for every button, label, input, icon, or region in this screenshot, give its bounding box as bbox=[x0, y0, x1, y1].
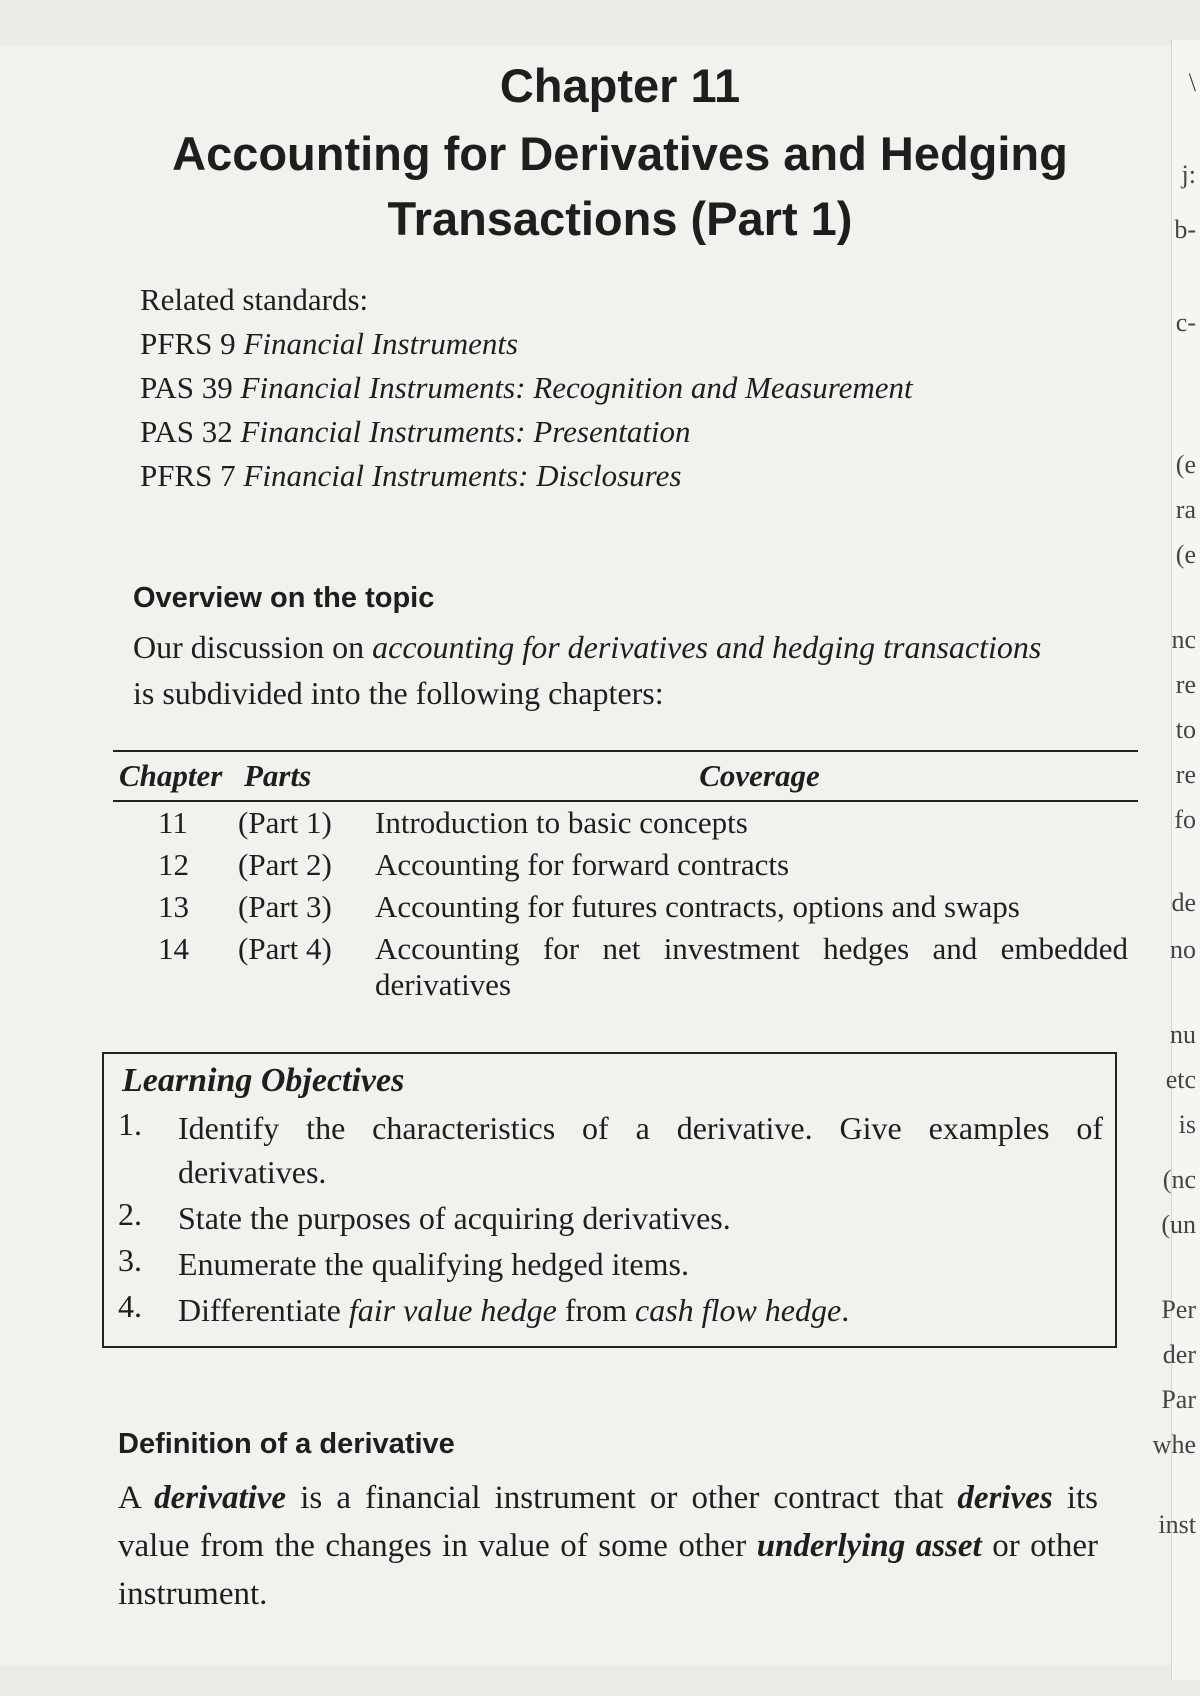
table-row bbox=[113, 886, 1138, 928]
related-standard-item: PAS 39 Financial Instruments: Recognition and Measurement bbox=[140, 370, 913, 405]
cell-coverage: Accounting for futures contracts, options and swaps bbox=[375, 889, 1020, 924]
table-row bbox=[113, 801, 1138, 844]
header-coverage: Coverage bbox=[375, 751, 1138, 801]
fragment: re bbox=[1175, 760, 1196, 789]
fragment: (e bbox=[1175, 450, 1196, 479]
header-chapter: Chapter bbox=[113, 751, 238, 801]
definition-paragraph: A derivative is a financial instrument or other contract that derives its value from the changes in value of some other underlying asset or other instrument. bbox=[118, 1480, 1098, 1612]
fragment: Par bbox=[1161, 1385, 1196, 1414]
definition-heading: Definition of a derivative bbox=[118, 1428, 455, 1460]
fragment: der bbox=[1162, 1340, 1196, 1369]
cell-part: (Part 2) bbox=[238, 847, 332, 882]
fragment: whe bbox=[1152, 1430, 1196, 1459]
learning-objectives-box bbox=[102, 1052, 1117, 1348]
cell-chapter: 12 bbox=[158, 847, 189, 882]
list-item: 3. Enumerate the qualifying hedged items. bbox=[118, 1242, 689, 1282]
adjacent-page-edge bbox=[1152, 40, 1200, 1680]
learning-objectives-list bbox=[104, 1106, 1115, 1332]
related-standard-item: PFRS 7 Financial Instruments: Disclosures bbox=[140, 458, 682, 493]
overview-heading: Overview on the topic bbox=[133, 582, 435, 614]
fragment: fo bbox=[1174, 805, 1196, 834]
list-item: 2. State the purposes of acquiring derivatives. bbox=[118, 1196, 731, 1236]
header-parts: Parts bbox=[238, 751, 375, 801]
cell-coverage: Accounting for forward contracts bbox=[375, 847, 790, 882]
cell-chapter: 13 bbox=[158, 889, 189, 924]
fragment: j: bbox=[1181, 160, 1196, 189]
cell-coverage: Accounting for net investment hedges and embedded derivatives bbox=[375, 931, 1128, 1002]
learning-objectives-title: Learning Objectives bbox=[122, 1062, 405, 1099]
table-row bbox=[113, 928, 1138, 1006]
cell-chapter: 14 bbox=[158, 931, 189, 966]
fragment: (nc bbox=[1162, 1165, 1196, 1194]
fragment: re bbox=[1175, 670, 1196, 699]
fragment: b- bbox=[1174, 215, 1196, 244]
cell-part: (Part 3) bbox=[238, 889, 332, 924]
fragment: \ bbox=[1188, 68, 1196, 97]
fragment: c- bbox=[1175, 308, 1196, 337]
related-standard-item: PAS 32 Financial Instruments: Presentation bbox=[140, 414, 691, 449]
related-standard-item: PFRS 9 Financial Instruments bbox=[140, 326, 519, 361]
fragment: no bbox=[1170, 935, 1196, 964]
fragment: Per bbox=[1161, 1295, 1196, 1324]
fragment: (un bbox=[1161, 1210, 1196, 1239]
fragment: nu bbox=[1170, 1020, 1196, 1049]
list-item: 4. Differentiate fair value hedge from cash flow hedge. bbox=[118, 1288, 850, 1328]
table-row bbox=[113, 844, 1138, 886]
fragment: ra bbox=[1175, 495, 1196, 524]
chapter-coverage-table bbox=[113, 750, 1138, 1006]
chapter-label: Chapter 11 bbox=[499, 59, 741, 112]
cell-chapter: 11 bbox=[158, 805, 188, 840]
fragment: inst bbox=[1158, 1510, 1196, 1539]
chapter-title-line2: Transactions (Part 1) bbox=[387, 192, 853, 245]
fragment: to bbox=[1175, 715, 1196, 744]
fragment: (e bbox=[1175, 540, 1196, 569]
fragment: etc bbox=[1165, 1065, 1196, 1094]
list-item: 1. Identify the characteristics of a derivative. Give examples of derivatives. bbox=[118, 1106, 1103, 1190]
related-standards-heading: Related standards: bbox=[140, 282, 369, 317]
fragment: de bbox=[1171, 888, 1196, 917]
overview-paragraph: Our discussion on accounting for derivatives and hedging transactions is subdivided into the following chapters: bbox=[133, 629, 1042, 711]
cell-coverage: Introduction to basic concepts bbox=[375, 805, 748, 840]
fragment: nc bbox=[1171, 625, 1196, 654]
cell-part: (Part 4) bbox=[238, 931, 332, 966]
fragment: is bbox=[1178, 1110, 1196, 1139]
chapter-title-line1: Accounting for Derivatives and Hedging bbox=[172, 127, 1068, 180]
table-header-row bbox=[113, 751, 1138, 801]
cell-part: (Part 1) bbox=[238, 805, 332, 840]
